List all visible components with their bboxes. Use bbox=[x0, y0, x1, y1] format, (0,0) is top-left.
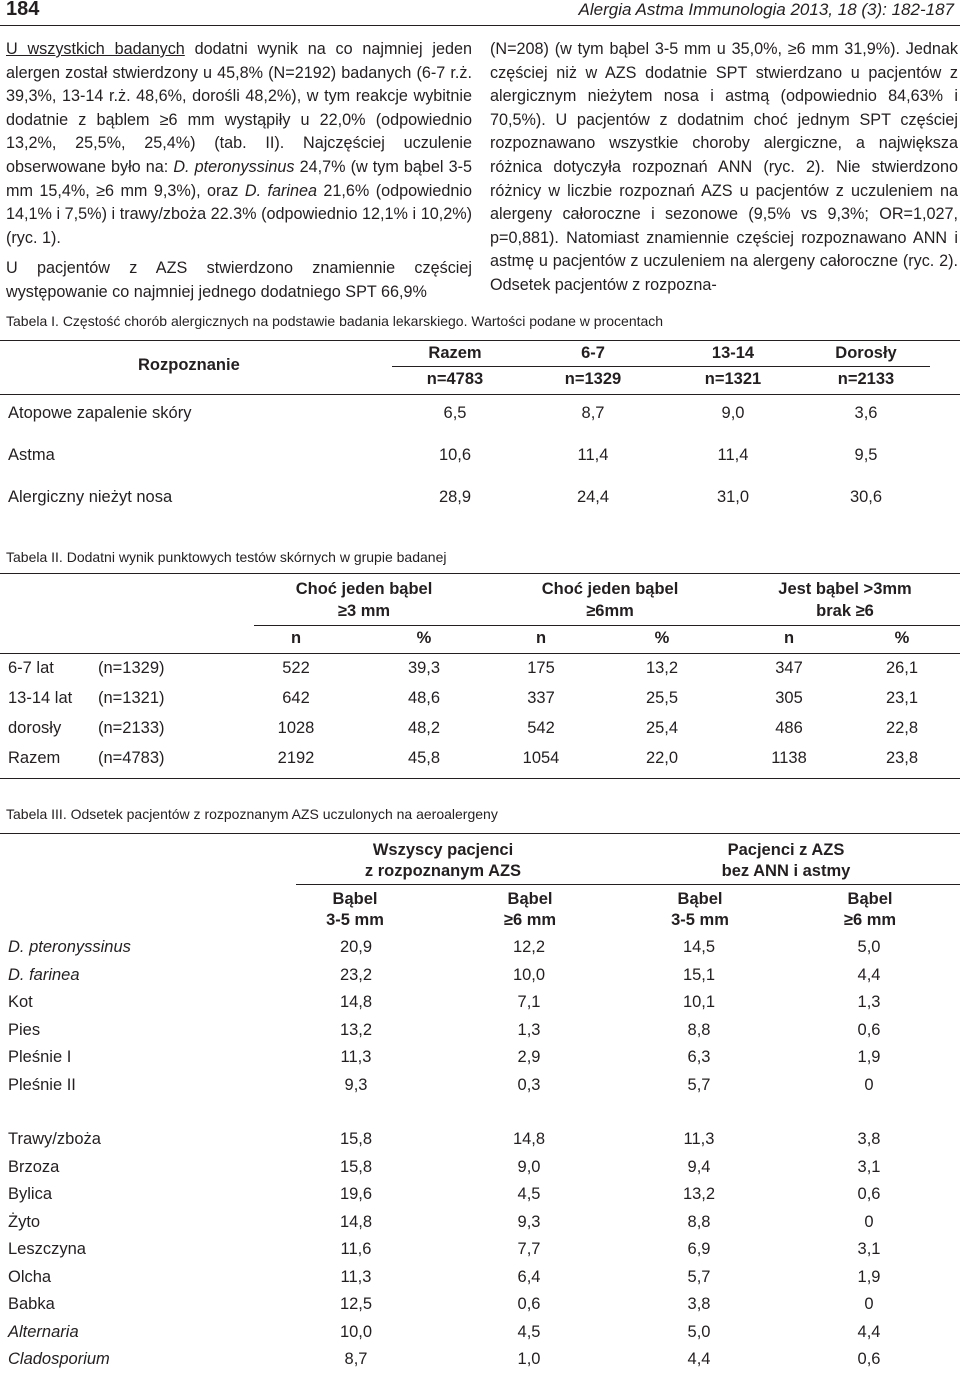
table-cell: 11,4 bbox=[577, 446, 609, 464]
species-name: D. farinea bbox=[244, 181, 317, 200]
table-cell: 2,9 bbox=[517, 1048, 541, 1067]
table-cell: 9,3 bbox=[517, 1212, 541, 1231]
table-cell: 5,7 bbox=[687, 1075, 711, 1094]
journal-citation: Alergia Astma Immunologia 2013, 18 (3): 182-187 bbox=[578, 0, 954, 19]
table-row-label: Babka bbox=[8, 1295, 55, 1314]
table-cell: 9,0 bbox=[721, 404, 745, 422]
table-row-n: (n=2133) bbox=[98, 719, 165, 737]
table-cell: 642 bbox=[282, 689, 310, 707]
table-row bbox=[8, 1017, 934, 1045]
table-row-label: Pleśnie II bbox=[8, 1075, 76, 1094]
table-row-label: Razem bbox=[8, 749, 61, 767]
table2-group-header: brak ≥6 bbox=[816, 602, 874, 620]
table-cell: 11,3 bbox=[683, 1130, 715, 1149]
table-cell: 3,1 bbox=[857, 1157, 881, 1176]
table1-group-header: Dorosły bbox=[835, 344, 897, 362]
table-cell: 13,2 bbox=[682, 1185, 716, 1204]
table-cell: 24,4 bbox=[576, 488, 610, 506]
table-cell: 48,2 bbox=[407, 719, 441, 737]
table-cell: 5,0 bbox=[857, 938, 881, 957]
table-cell: 6,4 bbox=[517, 1267, 541, 1286]
table-cell: 25,4 bbox=[645, 719, 679, 737]
table-row-n: (n=1321) bbox=[98, 689, 165, 707]
table-cell: 6,5 bbox=[443, 404, 467, 422]
table-cell: 7,7 bbox=[517, 1240, 541, 1259]
table-cell: 26,1 bbox=[885, 659, 919, 677]
table1-n-header: n=1329 bbox=[564, 370, 622, 388]
table1-diagnosis-header: Rozpoznanie bbox=[138, 356, 240, 374]
table-cell: 22,8 bbox=[885, 719, 919, 737]
table-cell: 6,3 bbox=[687, 1048, 711, 1067]
table-cell: 0 bbox=[864, 1295, 874, 1314]
table3-sub-header: 3-5 mm bbox=[671, 911, 729, 929]
table3-sub-header: Bąbel bbox=[507, 890, 553, 908]
table-cell: 14,8 bbox=[512, 1130, 546, 1149]
table-cell: 48,6 bbox=[407, 689, 441, 707]
table3-group-header: Wszyscy pacjenci bbox=[372, 841, 514, 859]
table-cell: 13,2 bbox=[339, 1020, 373, 1039]
table-cell: 305 bbox=[775, 689, 803, 707]
table-row bbox=[8, 962, 934, 990]
table1-group-header: 13-14 bbox=[711, 344, 755, 362]
table-cell: 0 bbox=[864, 1212, 874, 1231]
table-cell: 0 bbox=[864, 1075, 874, 1094]
table2-group-header: Choć jeden bąbel bbox=[541, 580, 679, 598]
table-cell: 45,8 bbox=[407, 749, 441, 767]
table2-header-rule bbox=[0, 653, 960, 654]
table-row-label: D. farinea bbox=[8, 965, 80, 984]
text-run: dodatni wynik na co najmniej jeden alergen został stwierdzony u 45,8% (N=2192) badanych (6-7 r.ż. 39,3%, 13-14 r.ż. 48,6%, dorośli 48,2%), w tym reakcje wybitnie dodatnie z bąblem ≥6 mm wystąpiły u 22,0% (odpowiednio 13,2%, 25,5%, 25,4%) (tab. II). Najczęściej uczulenie obserwowane było na: bbox=[6, 40, 472, 176]
table2-group-header: ≥3 mm bbox=[337, 602, 391, 620]
table1-group-header: 6-7 bbox=[581, 344, 605, 362]
table-cell: 9,5 bbox=[854, 446, 878, 464]
table-cell: 1,0 bbox=[517, 1350, 541, 1369]
table-cell: 5,7 bbox=[687, 1267, 711, 1286]
table-row-label: Brzoza bbox=[8, 1157, 60, 1176]
table-cell: 31,0 bbox=[716, 488, 750, 506]
table2-sub-rule bbox=[254, 625, 960, 626]
table-cell: 4,4 bbox=[687, 1350, 711, 1369]
table-cell: 1,3 bbox=[857, 993, 881, 1012]
table-cell: 23,1 bbox=[885, 689, 919, 707]
table2-group-header: Choć jeden bąbel bbox=[295, 580, 433, 598]
table-row-label: Żyto bbox=[8, 1212, 41, 1231]
table-row bbox=[8, 1154, 934, 1182]
table2-sub-header: % bbox=[894, 629, 910, 647]
table-cell: 8,7 bbox=[344, 1350, 368, 1369]
table-row bbox=[8, 1236, 934, 1264]
table3-sub-header: Bąbel bbox=[847, 890, 893, 908]
table-cell: 0,6 bbox=[857, 1350, 881, 1369]
table-row bbox=[8, 1291, 934, 1319]
table-cell: 522 bbox=[282, 659, 310, 677]
page-number: 184 bbox=[6, 0, 40, 20]
table-cell: 0,3 bbox=[517, 1075, 541, 1094]
table-cell: 15,1 bbox=[682, 965, 716, 984]
species-name: D. pteronyssinus bbox=[173, 157, 295, 176]
table-row-label: 13-14 lat bbox=[8, 689, 73, 707]
table1-top-rule bbox=[0, 340, 960, 341]
text-run: 21,6% (odpowiednio 14,1% i 7,5%) i trawy/zboża 22.3% (odpowiednio 12,1% i 10,2%) (ryc. 1). bbox=[6, 181, 472, 247]
table-cell: 3,8 bbox=[857, 1130, 881, 1149]
table-row-label: Trawy/zboża bbox=[8, 1130, 101, 1149]
table-cell: 1,3 bbox=[517, 1020, 541, 1039]
table-cell: 8,8 bbox=[687, 1212, 711, 1231]
table1-header-rule bbox=[0, 394, 960, 395]
table-cell: 0,6 bbox=[857, 1020, 881, 1039]
table-row bbox=[8, 1319, 934, 1347]
table-cell: 10,6 bbox=[438, 446, 472, 464]
table1-sub-rule bbox=[392, 366, 930, 367]
table-row-label: Pies bbox=[8, 1020, 41, 1039]
table-row bbox=[8, 1264, 934, 1292]
table-row-label: Olcha bbox=[8, 1267, 52, 1286]
table2-group-header: ≥6mm bbox=[586, 602, 634, 620]
table-cell: 4,5 bbox=[517, 1322, 541, 1341]
table3-rows-b bbox=[8, 1126, 934, 1374]
table-row-label: Alergiczny nieżyt nosa bbox=[8, 488, 173, 506]
table3-rows-a bbox=[8, 934, 934, 1099]
table-row-label: dorosły bbox=[8, 719, 62, 737]
table-cell: 10,0 bbox=[512, 965, 546, 984]
table-cell: 11,6 bbox=[340, 1240, 372, 1259]
table-cell: 4,4 bbox=[857, 965, 881, 984]
table-cell: 28,9 bbox=[438, 488, 472, 506]
table-row-label: Kot bbox=[8, 993, 33, 1012]
text-run: 24,7% (w tym bąbel 3-5 mm 15,4%, ≥6 mm 9,3%), oraz bbox=[6, 157, 473, 200]
table-cell: 0,6 bbox=[517, 1295, 541, 1314]
table1-n-header: n=4783 bbox=[426, 370, 484, 388]
table-cell: 11,3 bbox=[340, 1048, 372, 1067]
table-cell: 2192 bbox=[277, 749, 315, 767]
table-cell: 7,1 bbox=[517, 993, 541, 1012]
table-cell: 175 bbox=[527, 659, 555, 677]
table2-sub-header: n bbox=[783, 629, 795, 647]
table2-sub-header: % bbox=[416, 629, 432, 647]
body-column-left bbox=[6, 38, 472, 305]
table2-group-header: Jest bąbel >3mm bbox=[778, 580, 912, 598]
table3-sub-header: Bąbel bbox=[677, 890, 723, 908]
table3-sub-rule bbox=[296, 884, 960, 885]
table-row-label: 6-7 lat bbox=[8, 659, 54, 677]
table-cell: 1,9 bbox=[857, 1048, 881, 1067]
table-cell: 4,5 bbox=[517, 1185, 541, 1204]
paragraph: (N=208) (w tym bąbel 3-5 mm u 35,0%, ≥6 mm 31,9%). Jednak częściej niż w AZS dodatnie SPT stwierdzano u pacjentów z alergicznym nieżytem nosa i astmą (odpowiednio 84,63% i 70,5%). U pacjentów z dodatnim choć jednym SPT częściej rozpoznawano wszystkie choroby alergiczne, a największa różnica dotyczyła rozpoznań ANN (ryc. 2). Nie stwierdzono różnicy w liczbie rozpoznań AZS u pacjentów z uczuleniem na alergeny całoroczne i sezonowe (9,5% vs 9,3%; OR=1,027, p=0,881). Natomiast znamiennie częściej rozpoznawano ANN i astmę u pacjentów z uczuleniem na alergeny całoroczne (ryc. 2). Odsetek pacjentów z rozpozna- bbox=[490, 40, 958, 294]
page-header bbox=[0, 0, 960, 26]
table-cell: 14,8 bbox=[339, 1212, 373, 1231]
table-row bbox=[8, 1209, 934, 1237]
table2-sub-header: % bbox=[654, 629, 670, 647]
table-row bbox=[8, 934, 934, 962]
table-cell: 3,1 bbox=[857, 1240, 881, 1259]
table3-sub-header: 3-5 mm bbox=[326, 911, 384, 929]
table-cell: 12,2 bbox=[512, 938, 546, 957]
paragraph: U pacjentów z AZS stwierdzono znamiennie częściej występowanie co najmniej jednego dodatniego SPT 66,9% bbox=[6, 259, 472, 301]
table-row bbox=[8, 1044, 934, 1072]
table-row-n: (n=4783) bbox=[98, 749, 165, 767]
table-cell: 20,9 bbox=[339, 938, 373, 957]
table-cell: 3,8 bbox=[687, 1295, 711, 1314]
table3-sub-header: ≥6 mm bbox=[503, 911, 557, 929]
table2-bottom-rule bbox=[0, 778, 960, 779]
table-cell: 15,8 bbox=[339, 1157, 373, 1176]
table-row bbox=[8, 989, 934, 1017]
table3-sub-header: ≥6 mm bbox=[843, 911, 897, 929]
table-row bbox=[8, 1346, 934, 1374]
table-cell: 22,0 bbox=[645, 749, 679, 767]
inline-link[interactable]: U wszystkich badanych bbox=[6, 40, 185, 58]
paragraph bbox=[6, 38, 472, 250]
table-row bbox=[8, 1072, 934, 1100]
table-row bbox=[8, 1181, 934, 1209]
table-cell: 9,0 bbox=[517, 1157, 541, 1176]
table2-caption: Tabela II. Dodatni wynik punktowych testów skórnych w grupie badanej bbox=[6, 549, 447, 565]
table-cell: 15,8 bbox=[339, 1130, 373, 1149]
table-row-label: Pleśnie I bbox=[8, 1048, 72, 1067]
table3-group-header: Pacjenci z AZS bbox=[727, 841, 845, 859]
table-cell: 1138 bbox=[771, 749, 807, 767]
table-cell: 14,5 bbox=[682, 938, 716, 957]
table-cell: 12,5 bbox=[339, 1295, 373, 1314]
table1-n-header: n=1321 bbox=[704, 370, 762, 388]
table-row-label: Astma bbox=[8, 446, 55, 464]
table-row-label: D. pteronyssinus bbox=[8, 938, 131, 957]
table-cell: 337 bbox=[527, 689, 555, 707]
table-cell: 10,0 bbox=[339, 1322, 373, 1341]
body-column-right bbox=[490, 38, 958, 298]
table3-group-header: z rozpoznanym AZS bbox=[364, 862, 522, 880]
table-cell: 486 bbox=[775, 719, 803, 737]
table-row-n: (n=1329) bbox=[98, 659, 165, 677]
table-cell: 0,6 bbox=[857, 1185, 881, 1204]
table2-sub-header: n bbox=[535, 629, 547, 647]
table-cell: 8,8 bbox=[687, 1020, 711, 1039]
table-cell: 13,2 bbox=[645, 659, 679, 677]
table-cell: 11,4 bbox=[717, 446, 749, 464]
table-cell: 1054 bbox=[522, 749, 560, 767]
table-cell: 4,4 bbox=[857, 1322, 881, 1341]
table-cell: 9,4 bbox=[687, 1157, 711, 1176]
table-cell: 1,9 bbox=[857, 1267, 881, 1286]
table1-n-header: n=2133 bbox=[837, 370, 895, 388]
table3-group-header: bez ANN i astmy bbox=[721, 862, 851, 880]
table2-sub-header: n bbox=[290, 629, 302, 647]
table-cell: 5,0 bbox=[687, 1322, 711, 1341]
table-cell: 14,8 bbox=[339, 993, 373, 1012]
table3-top-rule bbox=[0, 833, 960, 834]
table3-caption: Tabela III. Odsetek pacjentów z rozpoznanym AZS uczulonych na aeroalergeny bbox=[6, 806, 498, 822]
table-cell: 542 bbox=[527, 719, 555, 737]
table-row-label: Leszczyna bbox=[8, 1240, 86, 1259]
table-cell: 25,5 bbox=[645, 689, 679, 707]
table1-group-header: Razem bbox=[428, 344, 482, 362]
table-cell: 347 bbox=[775, 659, 803, 677]
table-cell: 9,3 bbox=[344, 1075, 368, 1094]
table1-caption: Tabela I. Częstość chorób alergicznych na podstawie badania lekarskiego. Wartości podane w procentach bbox=[6, 313, 664, 329]
table-cell: 23,8 bbox=[885, 749, 919, 767]
table-cell: 1028 bbox=[277, 719, 315, 737]
table-row-label: Bylica bbox=[8, 1185, 53, 1204]
table-row-label: Alternaria bbox=[8, 1322, 79, 1341]
table-cell: 23,2 bbox=[339, 965, 373, 984]
table-cell: 6,9 bbox=[687, 1240, 711, 1259]
table-row bbox=[8, 1126, 934, 1154]
table-cell: 39,3 bbox=[407, 659, 441, 677]
table2-top-rule bbox=[0, 573, 960, 574]
table-cell: 30,6 bbox=[849, 488, 883, 506]
table-row-label: Atopowe zapalenie skóry bbox=[8, 404, 192, 422]
table-cell: 10,1 bbox=[682, 993, 716, 1012]
table-cell: 19,6 bbox=[339, 1185, 373, 1204]
table-cell: 3,6 bbox=[854, 404, 878, 422]
table-cell: 11,3 bbox=[340, 1267, 372, 1286]
table-row-label: Cladosporium bbox=[8, 1350, 110, 1369]
table3-sub-header: Bąbel bbox=[332, 890, 378, 908]
table-cell: 8,7 bbox=[581, 404, 605, 422]
